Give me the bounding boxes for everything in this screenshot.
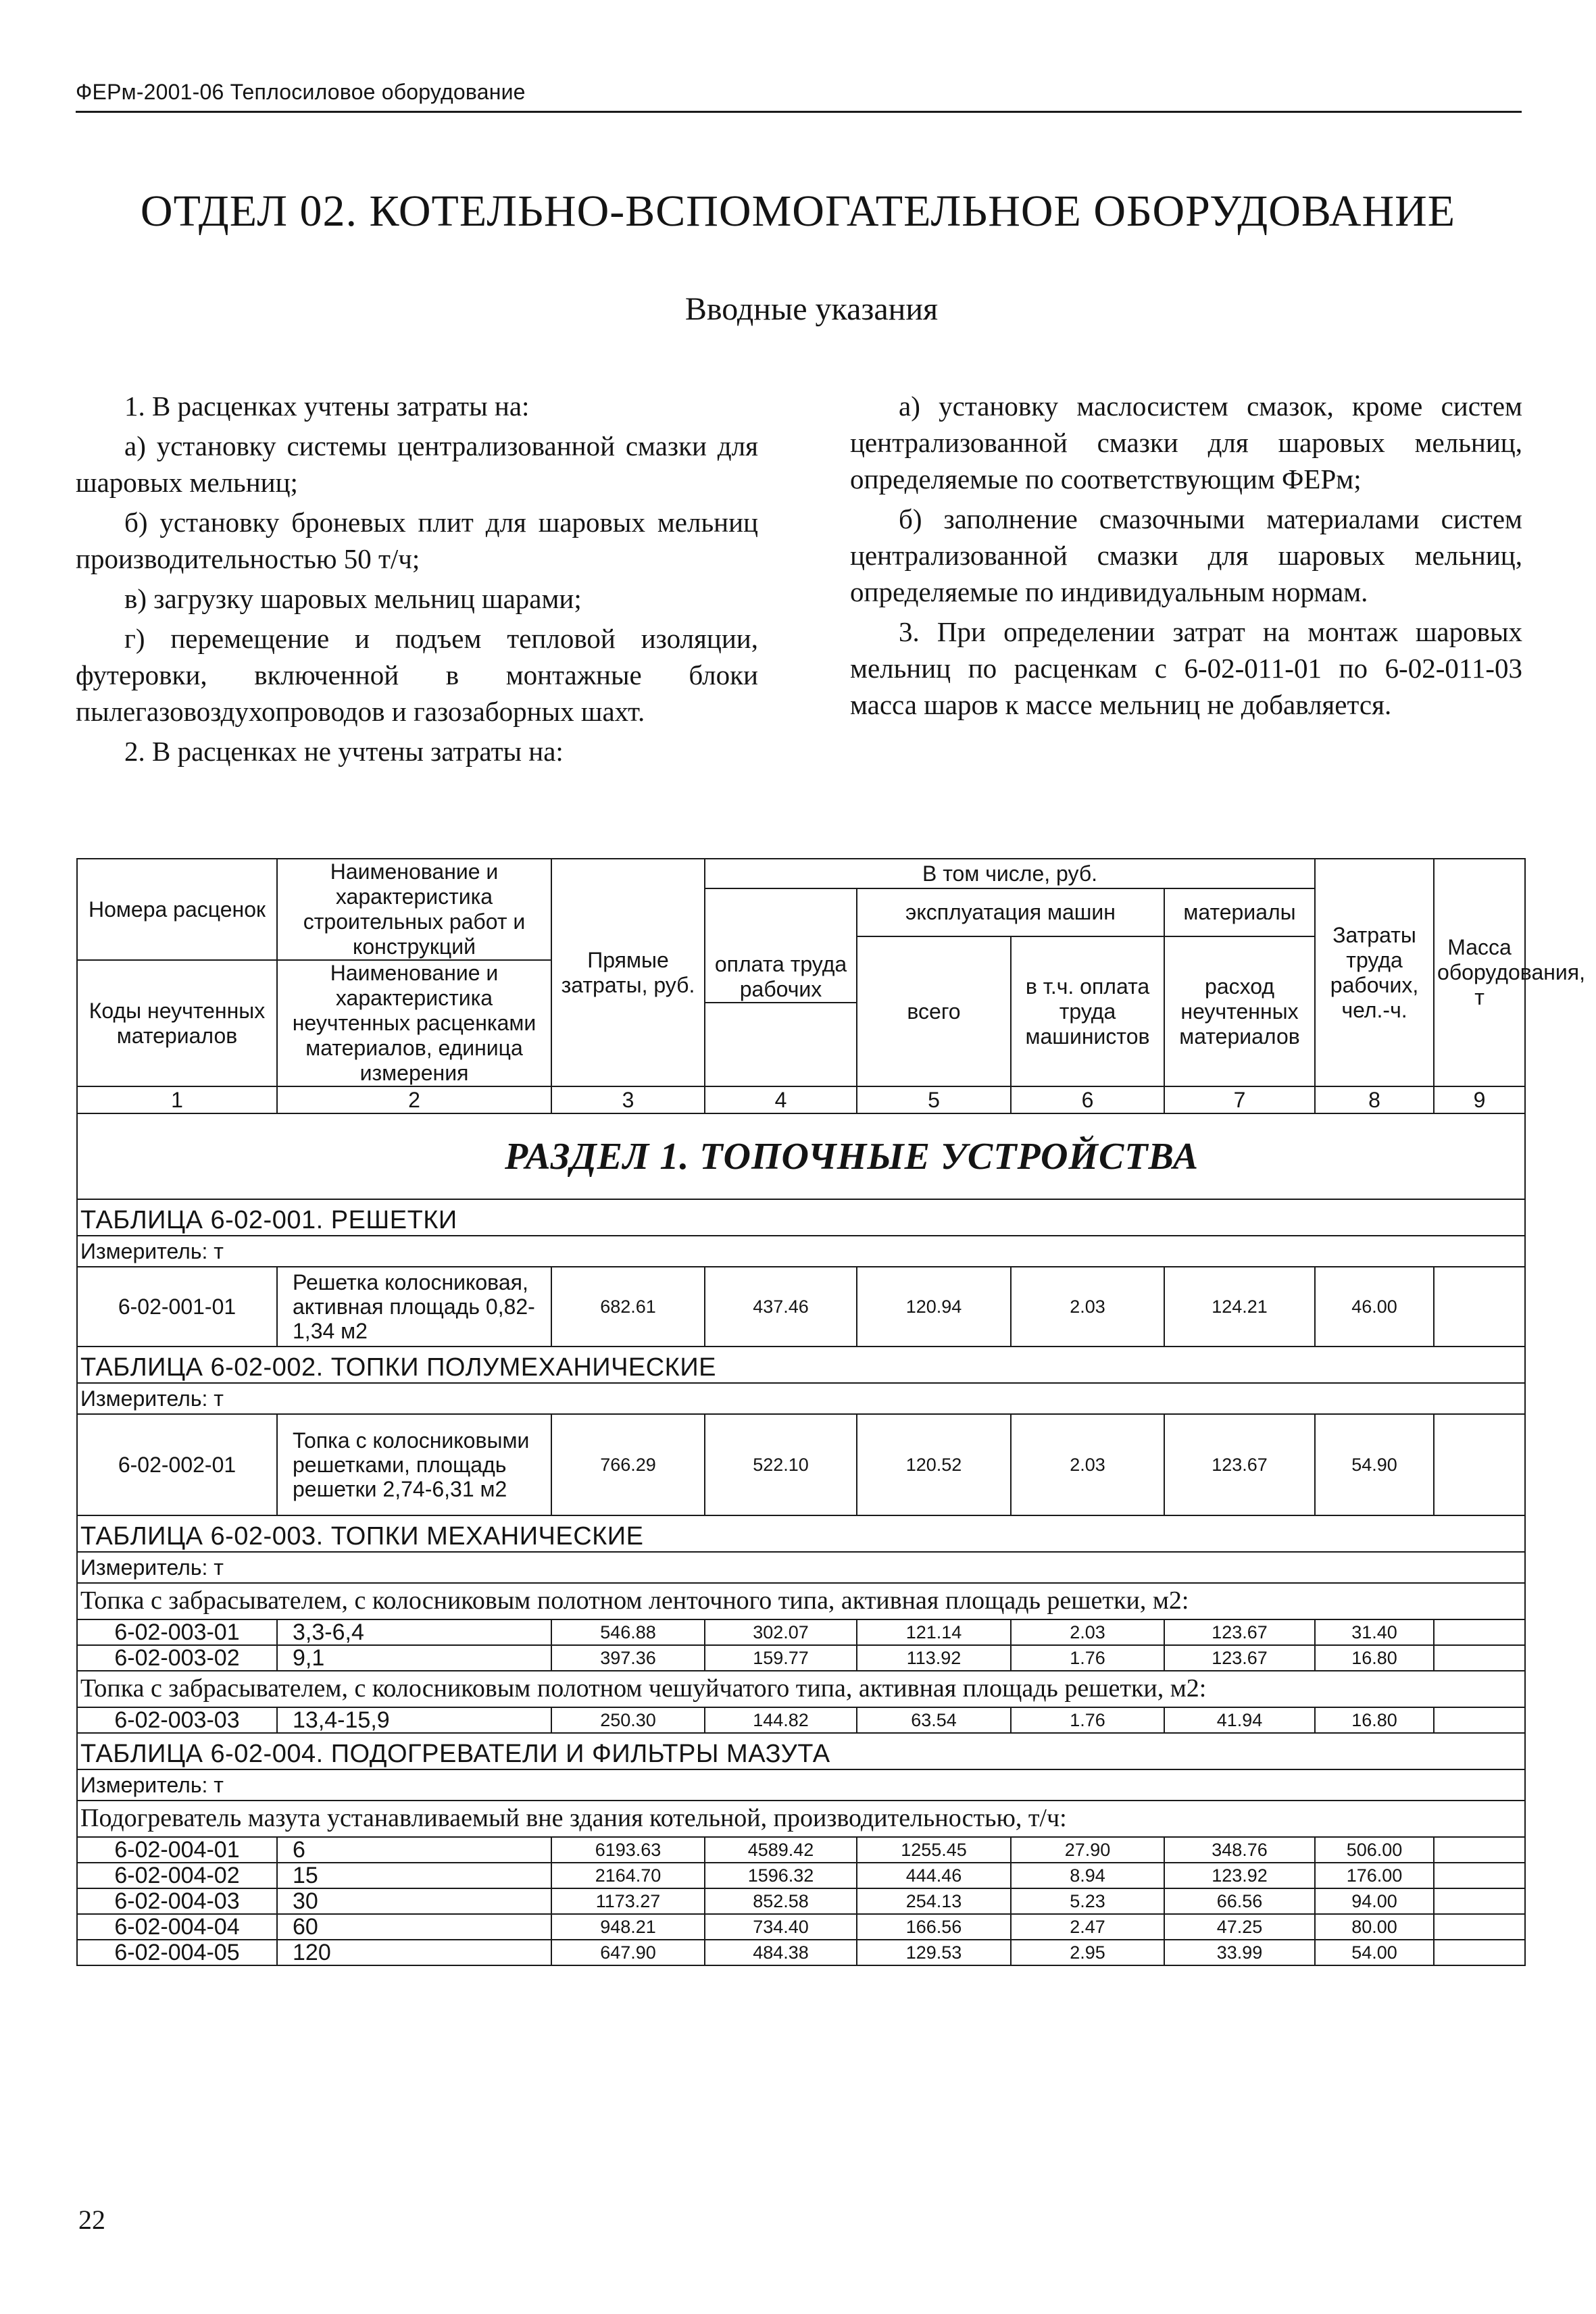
value-mach-labor: 27.90 — [1011, 1837, 1164, 1863]
group-subtitle-row — [77, 1583, 1525, 1619]
column-number: 7 — [1164, 1086, 1315, 1113]
work-name: 9,1 — [277, 1645, 551, 1671]
value-mach: 1255.45 — [857, 1837, 1011, 1863]
unit-label: Измеритель: т — [77, 1552, 1525, 1583]
value-mach: 113.92 — [857, 1645, 1011, 1671]
value-hours: 506.00 — [1315, 1837, 1434, 1863]
value-mach: 120.52 — [857, 1414, 1011, 1515]
intro-paragraph: б) заполнение смазочными материалами систем централизованной смазки для шаровых мельниц, определяемые по индивидуальным нормам. — [850, 503, 1522, 607]
price-code: 6-02-004-03 — [77, 1888, 277, 1914]
price-code: 6-02-003-01 — [77, 1619, 277, 1645]
table-title-row — [77, 1515, 1525, 1552]
running-header: ФЕРм-2001-06 Теплосиловое оборудование — [76, 80, 526, 104]
value-mass — [1434, 1707, 1525, 1733]
unit-label: Измеритель: т — [77, 1769, 1525, 1801]
table-row — [77, 1645, 1525, 1671]
value-hours: 31.40 — [1315, 1619, 1434, 1645]
price-code: 6-02-004-01 — [77, 1837, 277, 1863]
value-mat: 348.76 — [1164, 1837, 1315, 1863]
value-hours: 80.00 — [1315, 1914, 1434, 1940]
header-work-name: Наименование и характеристика строительных работ и конструкций — [277, 859, 551, 960]
price-code: 6-02-004-05 — [77, 1940, 277, 1965]
value-mat: 124.21 — [1164, 1267, 1315, 1347]
work-name: 13,4-15,9 — [277, 1707, 551, 1733]
value-direct: 546.88 — [551, 1619, 705, 1645]
value-labor: 734.40 — [705, 1914, 857, 1940]
column-number: 6 — [1011, 1086, 1164, 1113]
intro-paragraph: 2. В расценках не учтены затраты на: — [124, 736, 564, 767]
value-labor: 159.77 — [705, 1645, 857, 1671]
work-name: 30 — [277, 1888, 551, 1914]
value-labor: 1596.32 — [705, 1863, 857, 1888]
table-row — [77, 1837, 1525, 1863]
unit-label: Измеритель: т — [77, 1383, 1525, 1414]
intro-paragraph: 3. При определении затрат на монтаж шаровых мельниц по расценкам с 6-02-011-01 по 6-02-011-03 масса шаров к массе мельниц не добавляется. — [850, 616, 1522, 720]
price-code: 6-02-003-03 — [77, 1707, 277, 1733]
table-row — [77, 1414, 1525, 1515]
intro-paragraph: а) установку маслосистем смазок, кроме систем централизованной смазки для шаровых мельниц, определяемые по соответствующим ФЕРм; — [850, 391, 1522, 495]
header-machines-total: всего — [857, 936, 1011, 1086]
header-labor-hours: Затраты труда рабочих, чел.-ч. — [1315, 859, 1434, 1086]
header-materials: материалы — [1164, 888, 1315, 936]
intro-paragraph: в) загрузку шаровых мельниц шарами; — [124, 583, 582, 614]
group-subtitle: Топка с забрасывателем, с колосниковым полотном ленточного типа, активная площадь решетки, м2: — [77, 1583, 1525, 1619]
header-worker-pay-label: оплата труда рабочих — [714, 952, 847, 1002]
work-name: Решетка колосниковая, активная площадь 0,82-1,34 м2 — [277, 1267, 551, 1347]
value-mach: 254.13 — [857, 1888, 1011, 1914]
header-machinist-pay: в т.ч. оплата труда машинистов — [1011, 936, 1164, 1086]
table-title: ТАБЛИЦА 6-02-001. РЕШЕТКИ — [77, 1199, 1525, 1236]
table-row — [77, 1707, 1525, 1733]
value-hours: 16.80 — [1315, 1645, 1434, 1671]
table-row — [77, 1267, 1525, 1347]
value-direct: 2164.70 — [551, 1863, 705, 1888]
value-mach: 444.46 — [857, 1863, 1011, 1888]
table-title-row — [77, 1199, 1525, 1236]
value-direct: 397.36 — [551, 1645, 705, 1671]
work-name: 6 — [277, 1837, 551, 1863]
section-title: ОТДЕЛ 02. КОТЕЛЬНО-ВСПОМОГАТЕЛЬНОЕ ОБОРУДОВАНИЕ — [140, 186, 1456, 236]
unit-label: Измеритель: т — [77, 1236, 1525, 1267]
intro-paragraph: 1. В расценках учтены затраты на: — [124, 391, 530, 422]
razdel-title: РАЗДЕЛ 1. ТОПОЧНЫЕ УСТРОЙСТВА — [504, 1135, 1199, 1178]
work-name: 120 — [277, 1940, 551, 1965]
unit-row — [77, 1236, 1525, 1267]
razdel-row — [77, 1113, 1525, 1199]
value-mach: 120.94 — [857, 1267, 1011, 1347]
intro-left-column — [76, 388, 758, 773]
value-mach-labor: 2.03 — [1011, 1414, 1164, 1515]
value-direct: 1173.27 — [551, 1888, 705, 1914]
table-title-row — [77, 1347, 1525, 1383]
value-labor: 437.46 — [705, 1267, 857, 1347]
header-including: В том числе, руб. — [705, 859, 1315, 888]
column-number: 9 — [1434, 1086, 1525, 1113]
value-mach-labor: 2.47 — [1011, 1914, 1164, 1940]
table-title-row — [77, 1733, 1525, 1769]
price-code: 6-02-004-02 — [77, 1863, 277, 1888]
value-mach: 129.53 — [857, 1940, 1011, 1965]
table-row — [77, 1619, 1525, 1645]
intro-right-column — [850, 388, 1522, 726]
value-mat: 123.67 — [1164, 1414, 1315, 1515]
column-number: 4 — [705, 1086, 857, 1113]
price-code: 6-02-002-01 — [77, 1414, 277, 1515]
unit-row — [77, 1383, 1525, 1414]
price-norms-table — [76, 858, 1585, 1966]
unit-row — [77, 1769, 1525, 1801]
value-mat: 41.94 — [1164, 1707, 1315, 1733]
page-number: 22 — [78, 2205, 105, 2235]
value-mat: 47.25 — [1164, 1914, 1315, 1940]
value-mat: 123.67 — [1164, 1619, 1315, 1645]
value-labor: 852.58 — [705, 1888, 857, 1914]
intro-paragraph: а) установку системы централизованной смазки для шаровых мельниц; — [76, 430, 758, 498]
value-mass — [1434, 1645, 1525, 1671]
table-title: ТАБЛИЦА 6-02-002. ТОПКИ ПОЛУМЕХАНИЧЕСКИЕ — [77, 1347, 1525, 1383]
column-numbers-row — [77, 1086, 1525, 1113]
value-mass — [1434, 1414, 1525, 1515]
value-mach-labor: 2.03 — [1011, 1619, 1164, 1645]
value-mach: 63.54 — [857, 1707, 1011, 1733]
header-price-numbers: Номера расценок — [77, 859, 277, 960]
value-direct: 948.21 — [551, 1914, 705, 1940]
value-mass — [1434, 1837, 1525, 1863]
column-number: 8 — [1315, 1086, 1434, 1113]
value-hours: 16.80 — [1315, 1707, 1434, 1733]
column-number: 3 — [551, 1086, 705, 1113]
intro-paragraph: б) установку броневых плит для шаровых мельниц производительностью 50 т/ч; — [76, 507, 758, 574]
work-name: 60 — [277, 1914, 551, 1940]
value-mass — [1434, 1914, 1525, 1940]
value-mass — [1434, 1863, 1525, 1888]
header-rule — [76, 111, 1522, 113]
price-code: 6-02-001-01 — [77, 1267, 277, 1347]
price-code: 6-02-004-04 — [77, 1914, 277, 1940]
value-mat: 123.67 — [1164, 1645, 1315, 1671]
value-labor: 484.38 — [705, 1940, 857, 1965]
work-name: Топка с колосниковыми решетками, площадь решетки 2,74-6,31 м2 — [277, 1414, 551, 1515]
work-name: 3,3-6,4 — [277, 1619, 551, 1645]
value-hours: 94.00 — [1315, 1888, 1434, 1914]
header-equipment-mass: Масса оборудования, т — [1434, 859, 1525, 1086]
header-material-codes: Коды неучтенных материалов — [77, 960, 277, 1086]
group-subtitle-row — [77, 1671, 1525, 1707]
column-number: 1 — [77, 1086, 277, 1113]
value-hours: 54.00 — [1315, 1940, 1434, 1965]
value-mach-labor: 8.94 — [1011, 1863, 1164, 1888]
group-subtitle-row — [77, 1801, 1525, 1837]
value-mat: 33.99 — [1164, 1940, 1315, 1965]
table-row — [77, 1863, 1525, 1888]
value-mach-labor: 1.76 — [1011, 1707, 1164, 1733]
value-mach-labor: 2.03 — [1011, 1267, 1164, 1347]
column-number: 5 — [857, 1086, 1011, 1113]
table-row — [77, 1914, 1525, 1940]
table-row — [77, 1940, 1525, 1965]
group-subtitle: Подогреватель мазута устанавливаемый вне здания котельной, производительностью, т/ч: — [77, 1801, 1525, 1837]
value-hours: 54.90 — [1315, 1414, 1434, 1515]
value-labor: 144.82 — [705, 1707, 857, 1733]
intro-paragraph: г) перемещение и подъем тепловой изоляции, футеровки, включенной в монтажные блоки пылегазовоздухопроводов и газозаборных шахт. — [76, 623, 758, 727]
value-labor: 522.10 — [705, 1414, 857, 1515]
unit-row — [77, 1552, 1525, 1583]
value-direct: 682.61 — [551, 1267, 705, 1347]
value-mass — [1434, 1619, 1525, 1645]
table-row — [77, 1888, 1525, 1914]
value-mach-labor: 2.95 — [1011, 1940, 1164, 1965]
header-machines: эксплуатация машин — [857, 888, 1164, 936]
value-mass — [1434, 1267, 1525, 1347]
column-number: 2 — [277, 1086, 551, 1113]
table-title: ТАБЛИЦА 6-02-004. ПОДОГРЕВАТЕЛИ И ФИЛЬТРЫ МАЗУТА — [77, 1733, 1525, 1769]
value-direct: 766.29 — [551, 1414, 705, 1515]
price-code: 6-02-003-02 — [77, 1645, 277, 1671]
group-subtitle: Топка с забрасывателем, с колосниковым полотном чешуйчатого типа, активная площадь решетки, м2: — [77, 1671, 1525, 1707]
value-direct: 250.30 — [551, 1707, 705, 1733]
value-mass — [1434, 1940, 1525, 1965]
value-labor: 4589.42 — [705, 1837, 857, 1863]
razdel-cell — [77, 1113, 1525, 1199]
value-hours: 176.00 — [1315, 1863, 1434, 1888]
value-mat: 123.92 — [1164, 1863, 1315, 1888]
value-mach-labor: 1.76 — [1011, 1645, 1164, 1671]
value-direct: 6193.63 — [551, 1837, 705, 1863]
value-direct: 647.90 — [551, 1940, 705, 1965]
value-mach-labor: 5.23 — [1011, 1888, 1164, 1914]
value-labor: 302.07 — [705, 1619, 857, 1645]
value-mach: 121.14 — [857, 1619, 1011, 1645]
value-mach: 166.56 — [857, 1914, 1011, 1940]
table-title: ТАБЛИЦА 6-02-003. ТОПКИ МЕХАНИЧЕСКИЕ — [77, 1515, 1525, 1552]
intro-heading: Вводные указания — [684, 291, 939, 327]
header-materials-use: расход неучтенных материалов — [1164, 936, 1315, 1086]
work-name: 15 — [277, 1863, 551, 1888]
header-worker-pay — [705, 888, 857, 1003]
value-mat: 66.56 — [1164, 1888, 1315, 1914]
value-mass — [1434, 1888, 1525, 1914]
header-direct-costs: Прямые затраты, руб. — [551, 859, 705, 1086]
value-hours: 46.00 — [1315, 1267, 1434, 1347]
header-material-name: Наименование и характеристика неучтенных расценками материалов, единица измерения — [277, 960, 551, 1086]
